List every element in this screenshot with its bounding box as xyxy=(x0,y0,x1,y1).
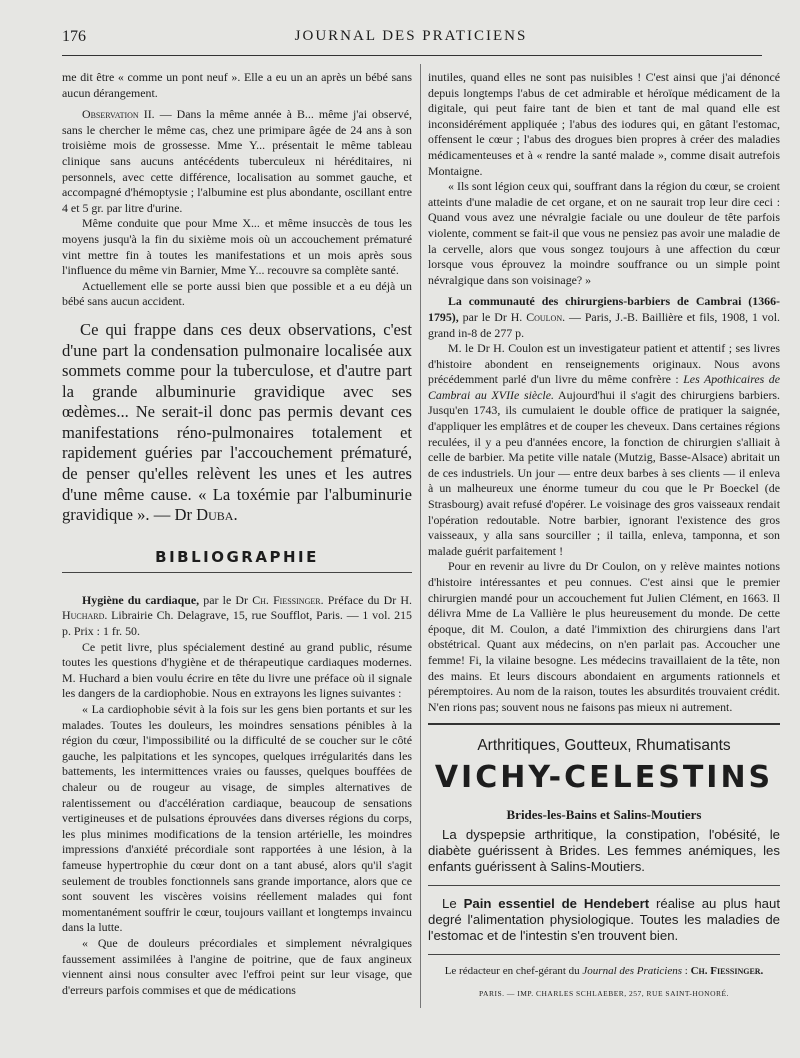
editor-rule xyxy=(428,954,780,955)
bibliography-title: BIBLIOGRAPHIE xyxy=(155,547,319,566)
book-publisher: . — Paris, J.-B. Baillière et fils, 1908, 1 vol. grand in-8 de 277 p. xyxy=(428,309,780,340)
signature-prefix: — Dr xyxy=(153,505,197,525)
conclusion-paragraph xyxy=(62,320,412,526)
advert-spa-title: Brides-les-Bains et Salins-Moutiers xyxy=(506,807,702,823)
advert-rule xyxy=(428,885,780,886)
book-publisher: . Librairie Ch. Delagrave, 15, rue Soufflot, Paris. — 1 vol. 215 p. Prix : 1 fr. 50. xyxy=(62,608,412,639)
observation-ii xyxy=(62,107,412,216)
journal-title: JOURNAL DES PRATICIENS xyxy=(294,28,528,44)
left-column xyxy=(62,70,412,998)
right-column xyxy=(428,70,780,998)
column-divider xyxy=(420,64,421,1008)
book-by: par le Dr xyxy=(199,592,253,607)
editor-separator: : xyxy=(682,965,691,978)
book-entry-cambrai xyxy=(428,294,780,341)
advert-spa-text: La dyspepsie arthritique, la constipation, l'obésité, le diabète guérissent à Brides. Les femmes anémiques, les enfants guérissent à Salins-Moutiers. xyxy=(428,827,780,875)
editor-line xyxy=(428,965,780,977)
book-quote-cardiophobie: « La cardiophobie sévit à la fois sur les gens bien portants et sur les malades. Toutes les douleurs, les moindres sensations pénibles à la région du cœur, l'impossibilité ou la difficulté de se coucher sur le côté gauche, les palpitations et les syncopes, quelques irrégularités dans les battements, les intermittences vraies ou fausses, quelques bouffées de chaleur ou de rougeur au visage, de simples alternatives de ralentissement ou d'accélération cardiaque, beaucoup de sensations vertigineuses et de pulsations éprouvées dans diverses régions du corps, les plus minimes modifications de la tension artérielle, les moindres impressions d'anxiété précordiale sont rapportées à une lésion, à la fameuse hypertrophie du cœur dont on a tant abusé, alors qu'il s'agit seulement de troubles fonctionnels sans grande importance, alors que ce sont souvent les viscères voisins réellement malades qui font momentanément souffrir le cœur, toujours vaillant et longtemps invaincu dans la lutte. xyxy=(62,702,412,935)
observation-label: Observation xyxy=(82,107,139,122)
editor-prefix: Le rédacteur en chef-gérant du xyxy=(444,965,583,978)
advert-bread-pre: Le xyxy=(442,896,464,912)
editor-name: Ch. Fiessinger. xyxy=(690,965,764,978)
book-author: Coulon xyxy=(526,309,563,324)
book-title: Hygiène du cardiaque, xyxy=(82,592,200,607)
advert-separator xyxy=(428,723,780,725)
paragraph-conduct: Même conduite que pour Mme X... et même insuccès de tous les moyens jusqu'à la fin du sixième mois où un accouchement prématuré vint mettre fin à toutes les manifestations et un mois après sous l'influence du même vin Barnier, Mme Y... recouvre sa complète santé. xyxy=(62,216,412,278)
book-preface-author: Huchard xyxy=(62,608,105,623)
book-title: La communauté des chirurgiens-barbiers de Cambrai (1366-1795), xyxy=(428,294,780,324)
bibliography-heading xyxy=(62,548,412,573)
advert-bread-text: réalise au plus haut degré l'alimentation physiologique. Toutes les maladies de l'estomac et de l'intestin s'en trouvent bien. xyxy=(428,896,780,944)
signature: — Dr Duba. xyxy=(153,505,238,525)
advert-audience: Arthritiques, Goutteux, Rhumatisants xyxy=(477,737,731,755)
header-rule xyxy=(62,55,762,56)
conclusion-text: Ce qui frappe dans ces deux observations, c'est d'une part la condensation pulmonaire localisée aux sommets comme pour la tuberculose, et d'autre part la grande albuminurie gravidique avec ses œdèmes... Ne serait-il donc pas permis devant ces manifestations réno-pulmonaires totalement et rapidement guéries par l'accouchement prématuré, de penser qu'elles relèvent les unes et les autres d'une même cause. « La toxémie par l'albuminurie gravidique ». xyxy=(62,319,412,525)
page-number: 176 xyxy=(62,28,86,45)
quote-legion: « Ils sont légion ceux qui, souffrant dans la région du cœur, se croient atteints d'une maladie de cet organe, et on ne saurait trop leur dire ceci : Quand vous avez une névralgie faciale ou une douleur de tête parfois violente, comment se fait-il que vous ne pensiez pas avoir une maladie de la cervelle, alors que vous songez toujours à une affection du cœur lorsque vous éprouvez la moindre souffrance ou un simple point névralgique dans son voisinage? » xyxy=(428,179,780,287)
review-coulon xyxy=(428,341,780,559)
advert-brand: VICHY-CELESTINS xyxy=(434,760,774,796)
running-header xyxy=(62,28,760,50)
advert-bread xyxy=(428,896,780,944)
observation-text: II. — Dans la même année à B... même j'ai observé, sans le chercher le même cas, chez une primipare âgée de 24 ans à son troisième mois de grossesse. Mme Y... présentait le même tableau clinique sans aucuns antécédents tuberculeux ni héréditaires, ni personnels, avec cette différence, localisation au sommet gauche, et accompagné d'hémoptysie ; l'albumine est plus abondante, oscillant entre 4 et 5 gr. par litre d'urine. xyxy=(62,107,412,215)
book-quote-douleurs: « Que de douleurs précordiales et simplement névralgiques faussement assimilées à l'angine de poitrine, que de faux angineux viennent ainsi nous consulter avec l'effroi peint sur leur visage, que d'erreurs parfois commises et que de médications xyxy=(62,935,412,997)
book-preface: . Préface du Dr H. xyxy=(320,592,412,607)
printer-line: PARIS. — IMP. CHARLES SCHLAEBER, 257, RUE SAINT-HONORÉ. xyxy=(479,989,729,999)
advert-bread-product: Pain essentiel de Hendebert xyxy=(463,896,650,912)
book-by: par le Dr H. xyxy=(458,309,527,324)
paragraph-current-state: Actuellement elle se porte aussi bien que possible et a eu déjà un bébé sans aucun accident. xyxy=(62,278,412,309)
book-author: Ch. Fiessinger xyxy=(252,592,321,607)
quote-continuation: inutiles, quand elles ne sont pas nuisibles ! C'est ainsi que j'ai dénoncé depuis longtemps l'abus de cet admirable et héroïque médicament de la digitale, qui peut faire tant de bien et tant de mal quand elle est inconsidérément appliquée ; l'abus des iodures qui, en gâtant l'estomac, offensent le cœur ; l'abus des drogues bien propres à créer des maladies médicamenteuses et à « rendre la santé malade », comme disait autrefois Montaigne. xyxy=(428,70,780,178)
review-text-a: M. le Dr H. Coulon est un investigateur patient et attentif ; ses livres d'histoire abondent en renseignements originaux. Nous avons précédemment parlé d'un livre du même confrère : xyxy=(428,341,780,387)
cited-book-title: Les Apothicaires de Cambrai au XVIIe siècle. xyxy=(428,372,780,402)
review-text-b: Aujourd'hui il s'agit des chirurgiens barbiers. Jusqu'en 1743, ils cumulaient le double office de pratiquer la saignée, d'appliquer les emplâtres et de couper les cheveux. Dans certaines régions reculées, il y a peu d'années encore, la fonction de chirurgien s'alliait à celle de barbier. Ma petite ville natale (Mutzig, Basse-Alsace) abritait un de ces industriels. Un jour — entre deux barbes à ses clients — il enleva à un malheureux une énorme tumeur du cou que le Pr Boeckel (de Strasbourg) avait refusé d'opérer. Le voisinage des gros vaisseaux rendait l'opération redoutable. Notre barbier, ignorant l'existence des gros vaisseaux, y alla sans sourciller ; il tailla, enleva, tamponna, et son malade guérit parfaitement ! xyxy=(428,387,780,558)
book-entry-hygiene xyxy=(62,593,412,640)
book-review-intro: Ce petit livre, plus spécialement destiné au grand public, résume toutes les questions d'hygiène et de thérapeutique cardiaques modernes. M. Huchard a bien voulu écrire en tête du livre une préface où il signale les dangers de la cardiophobie. Nous en extrayons les lignes suivantes : xyxy=(62,639,412,701)
review-conclusion: Pour en revenir au livre du Dr Coulon, on y relève maintes notions d'histoire intéressantes et peu connues. C'est ainsi que le premier chirurgien mandé pour un accouchement fut Julien Clément, en 1663. Il délivra Mme de La Vallière le plus heureusement du monde. De cette époque, dit M. Coulon, a daté l'immixtion des chirurgiens dans l'art obstétrical. Quant aux médecins, on n'en parlait pas. Accoucher une femme! Fi, la vilaine besogne. Les médecins travaillaient de la tête, non des mains. Et leurs discours abondaient en arguments rationnels et péremptoires. Au nom de la raison, toutes les absurdités trouvaient crédit. N'en rions pas; souvent nous ne faisons pas mieux ni autrement. xyxy=(428,559,780,714)
editor-journal: Journal des Praticiens xyxy=(582,965,683,978)
bibliography-rule xyxy=(62,572,412,573)
paragraph-continuation: me dit être « comme un pont neuf ». Elle a eu un an après un bébé sans aucun dérangement. xyxy=(62,70,412,100)
signature-name: Duba xyxy=(196,505,234,525)
